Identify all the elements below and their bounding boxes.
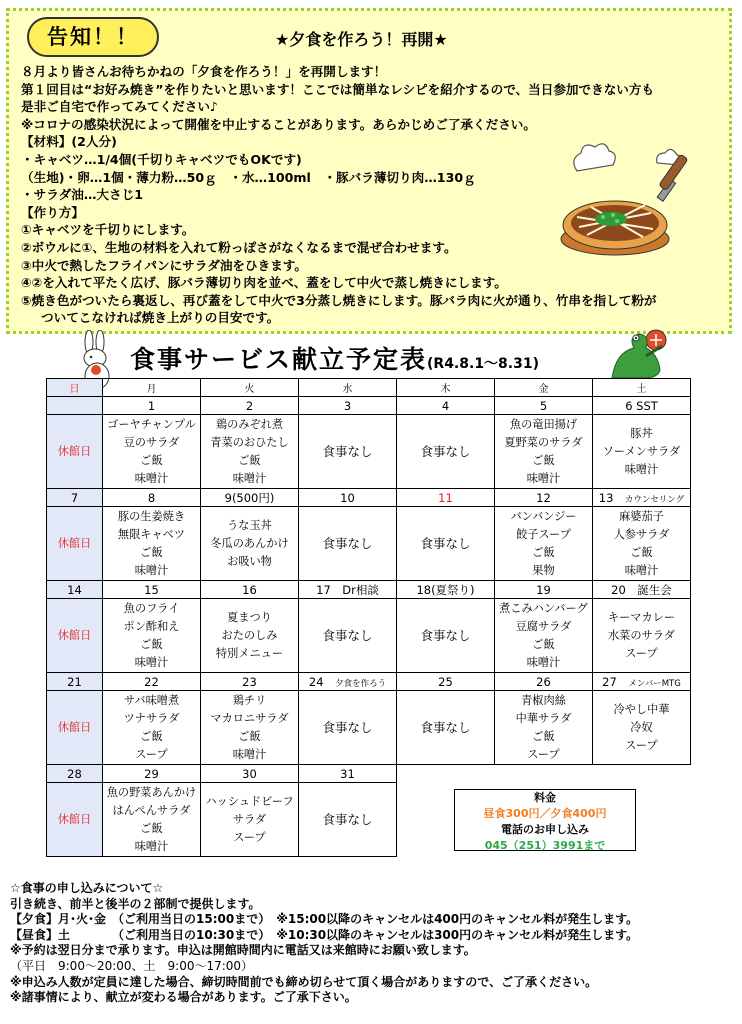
menu-cell	[593, 691, 691, 765]
menu-title	[130, 340, 539, 376]
menu-item: 食事なし	[420, 719, 471, 735]
date-label: 23	[242, 674, 257, 689]
date-cell	[47, 581, 103, 599]
footer-notes	[10, 881, 638, 1006]
menu-item: 魚の竜田揚げ	[509, 417, 578, 431]
date-cell	[201, 765, 299, 783]
weekday-header: 水	[299, 379, 397, 397]
menu-item: 味噌汁	[624, 563, 659, 577]
menu-item: 夏まつり	[227, 610, 272, 624]
menu-item: 青椒肉絲	[521, 693, 566, 707]
menu-item: ソーメンサラダ	[602, 444, 681, 458]
menu-item: 麻婆茄子	[619, 509, 664, 523]
weekday-header: 火	[201, 379, 299, 397]
menu-cell	[201, 599, 299, 673]
menu-item: 夏野菜のサラダ	[504, 435, 583, 449]
ingredient-line: （生地)・卵…1個・薄力粉…50ｇ ・水…100ml ・豚バラ薄切り肉…130ｇ	[21, 169, 476, 185]
menu-item: 豚丼	[630, 426, 653, 440]
menu-item: 餃子スープ	[516, 527, 571, 541]
date-cell	[495, 489, 593, 507]
date-cell	[593, 581, 691, 599]
menu-item: ツナサラダ	[123, 711, 180, 725]
menu-item: 無限キャベツ	[117, 527, 186, 541]
menu-cell	[593, 415, 691, 489]
menu-item: 食事なし	[322, 719, 373, 735]
menu-item: スープ	[135, 747, 168, 761]
menu-item: はんぺんサラダ	[112, 803, 191, 817]
menu-item: スープ	[625, 738, 658, 752]
date-label: 4	[441, 398, 450, 413]
closed-day-cell: 休館日	[47, 415, 103, 489]
footer-line: 【夕食】月･火･金 （ご利用当日の15:00まで） ※15:00以降のキャンセルは400円のキャンセル料が発生します。	[10, 912, 639, 927]
date-label: 15	[144, 582, 159, 597]
fee-price: 昼食300円／夕食400円	[483, 807, 607, 820]
menu-cell	[103, 783, 201, 857]
menu-item: ご飯	[238, 453, 261, 467]
menu-item: 食事なし	[322, 811, 373, 827]
menu-item: おたのしみ	[221, 628, 278, 642]
menu-item: 味噌汁	[134, 839, 169, 853]
date-cell	[201, 673, 299, 691]
closed-day-cell: 休館日	[47, 599, 103, 673]
menu-item: 食事なし	[322, 535, 373, 551]
menu-item: 味噌汁	[526, 471, 561, 485]
fee-title: 料金	[534, 791, 556, 804]
date-cell	[299, 673, 397, 691]
menu-item: 冷奴	[630, 720, 653, 734]
date-label: 6 SST	[625, 398, 658, 413]
date-cell	[103, 397, 201, 415]
announcement-line: ※コロナの感染状況によって開催を中止することがあります。あらかじめご了承ください。	[21, 116, 536, 132]
menu-item: お吸い物	[227, 554, 272, 568]
date-cell	[397, 673, 495, 691]
menu-item: 魚の野菜あんかけ	[106, 785, 197, 799]
menu-item: マカロニサラダ	[210, 711, 289, 725]
date-cell	[201, 397, 299, 415]
footer-line: 【昼食】土 （ご利用当日の10:30まで） ※10:30以降のキャンセルは300円のキャンセル料が発生します。	[10, 927, 639, 942]
menu-cell	[397, 507, 495, 581]
menu-cell	[103, 691, 201, 765]
footer-line: ※予約は翌日分まで承ります。申込は開館時間内に電話又は来館時にお願い致します。	[10, 943, 476, 958]
weekday-header: 土	[593, 379, 691, 397]
weekday-header: 月	[103, 379, 201, 397]
menu-title-text: 食事サービス献立予定表	[130, 345, 428, 374]
date-cell	[397, 489, 495, 507]
menu-item: ゴーヤチャンプル	[107, 417, 196, 431]
menu-item: うな玉丼	[227, 518, 272, 532]
menu-item: 豚の生姜焼き	[117, 509, 186, 523]
date-label: 11	[438, 490, 453, 505]
menu-item: 味噌汁	[232, 471, 267, 485]
menu-item: 味噌汁	[624, 462, 659, 476]
menu-item: 中華サラダ	[515, 711, 572, 725]
date-cell	[299, 581, 397, 599]
menu-item: スープ	[527, 747, 560, 761]
menu-cell	[103, 507, 201, 581]
weekday-header: 日	[47, 379, 103, 397]
date-cell	[103, 489, 201, 507]
date-label: 13 カウンセリング	[598, 490, 685, 505]
date-label: 17 Dr相談	[316, 582, 379, 597]
date-cell	[47, 489, 103, 507]
date-cell	[593, 673, 691, 691]
menu-item: キーマカレー	[607, 610, 676, 624]
date-cell	[593, 489, 691, 507]
menu-cell	[397, 599, 495, 673]
menu-item: ご飯	[140, 637, 163, 651]
step-line: ③中火で熱したフライパンにサラダ油をひきます。	[21, 257, 307, 273]
date-label: 21	[67, 674, 82, 689]
date-cell	[47, 765, 103, 783]
menu-item: 味噌汁	[134, 655, 169, 669]
menu-cell	[593, 599, 691, 673]
menu-item: 食事なし	[420, 535, 471, 551]
weekday-header-row	[47, 379, 691, 397]
menu-item: ハッシュドビーフ	[205, 794, 294, 808]
menu-cell	[397, 691, 495, 765]
date-label: 29	[144, 766, 159, 781]
date-row	[47, 397, 691, 415]
date-label: 22	[144, 674, 159, 689]
frog-illustration	[606, 326, 678, 382]
menu-item: サラダ	[232, 812, 267, 826]
menu-item: 食事なし	[322, 627, 373, 643]
closed-day-cell: 休館日	[47, 691, 103, 765]
menu-item: 食事なし	[322, 443, 373, 459]
menu-cell	[103, 599, 201, 673]
weekday-header: 金	[495, 379, 593, 397]
step-line: ②ボウルに①、生地の材料を入れて粉っぽさがなくなるまで混ぜ合わせます。	[21, 239, 457, 255]
step-line: ④②を入れて平たく広げ、豚バラ薄切り肉を並べ、蓋をして中火で蒸し焼きにします。	[21, 275, 507, 291]
menu-item: 魚のフライ	[123, 601, 180, 615]
announcement-line: ８月より皆さんお待ちかねの「夕食を作ろう！」を再開します！	[21, 64, 387, 79]
menu-item: 豆のサラダ	[123, 435, 180, 449]
date-label: 16	[242, 582, 257, 597]
menu-cell	[495, 415, 593, 489]
closed-day-cell: 休館日	[47, 507, 103, 581]
date-label: 24 夕食を作ろう	[308, 674, 387, 689]
date-row	[47, 489, 691, 507]
date-label: 5	[539, 398, 548, 413]
menu-item: 青菜のおひたし	[210, 435, 289, 449]
menu-item: 果物	[532, 563, 555, 577]
okonomiyaki-illustration	[557, 141, 707, 261]
date-label: 27 メンバーMTG	[602, 674, 681, 689]
date-cell	[495, 581, 593, 599]
menu-item: ご飯	[238, 729, 261, 743]
date-label: 31	[340, 766, 355, 781]
closed-day-cell: 休館日	[47, 783, 103, 857]
menu-item: ご飯	[532, 545, 555, 559]
menu-cell	[495, 599, 593, 673]
menu-row	[47, 507, 691, 581]
menu-item: 味噌汁	[134, 471, 169, 485]
menu-cell	[103, 415, 201, 489]
date-cell	[397, 765, 495, 783]
announcement-title: ★夕食を作ろう！再開★	[275, 30, 448, 49]
menu-item: 鶏のみぞれ煮	[215, 417, 284, 431]
menu-cell	[299, 507, 397, 581]
menu-item: 冬瓜のあんかけ	[210, 536, 289, 550]
date-cell	[299, 765, 397, 783]
date-label: 9(500円)	[224, 490, 275, 505]
date-label: 18(夏祭り)	[416, 582, 475, 597]
date-label: 20 誕生会	[611, 582, 672, 597]
footer-line: ※申込み人数が定員に達した場合、締切時間前でも締め切らせて頂く場合がありますので、ご了承ください。	[10, 974, 598, 989]
date-note: 夕食を作ろう	[335, 678, 387, 689]
date-label: 19	[536, 582, 551, 597]
date-label: 3	[343, 398, 352, 413]
date-label: 2	[245, 398, 254, 413]
menu-item: ご飯	[140, 453, 163, 467]
step-line: ⑤焼き色がついたら裏返し、再び蓋をして中火で3分蒸し焼きにします。豚バラ肉に火が通り、竹串を指して粉が	[21, 292, 657, 308]
menu-item: ご飯	[532, 637, 555, 651]
menu-item: ご飯	[532, 729, 555, 743]
menu-item: バンバンジー	[510, 509, 577, 523]
date-cell	[201, 489, 299, 507]
menu-cell	[201, 691, 299, 765]
date-cell	[593, 397, 691, 415]
menu-item: 水菜のサラダ	[607, 628, 675, 642]
date-cell	[201, 581, 299, 599]
menu-cell	[201, 783, 299, 857]
menu-cell	[397, 415, 495, 489]
menu-item: 食事なし	[420, 443, 471, 459]
menu-item: ご飯	[140, 821, 163, 835]
menu-cell	[299, 599, 397, 673]
menu-cell	[299, 691, 397, 765]
menu-item: 味噌汁	[134, 563, 169, 577]
date-cell	[495, 765, 593, 783]
fee-box	[454, 789, 636, 851]
date-cell	[495, 673, 593, 691]
date-label: 1	[147, 398, 156, 413]
menu-item: 味噌汁	[526, 655, 561, 669]
menu-calendar-body	[47, 397, 691, 857]
menu-item: スープ	[625, 646, 658, 660]
menu-cell	[299, 783, 397, 857]
menu-item: 煮こみハンバーグ	[499, 601, 588, 615]
date-cell	[103, 765, 201, 783]
date-label: 10	[340, 490, 355, 505]
menu-calendar	[46, 378, 691, 857]
menu-item: スープ	[233, 830, 266, 844]
menu-cell	[495, 691, 593, 765]
phone-label: 電話のお申し込み	[501, 823, 589, 836]
date-cell	[47, 397, 103, 415]
menu-cell	[299, 415, 397, 489]
date-cell	[593, 765, 691, 783]
date-cell	[103, 673, 201, 691]
steps-heading: 【作り方】	[21, 204, 84, 220]
date-cell	[299, 489, 397, 507]
menu-cell	[201, 415, 299, 489]
date-label: 28	[67, 766, 82, 781]
menu-item: 特別メニュー	[215, 646, 284, 660]
menu-item: 食事なし	[420, 627, 471, 643]
menu-cell	[495, 507, 593, 581]
menu-item: ご飯	[140, 729, 163, 743]
menu-row	[47, 691, 691, 765]
date-label: 30	[242, 766, 257, 781]
footer-line: 引き続き、前半と後半の２部制で提供します。	[10, 896, 261, 911]
date-cell	[299, 397, 397, 415]
menu-item: ご飯	[532, 453, 555, 467]
menu-item: ご飯	[630, 545, 653, 559]
footer-line: ※諸事情により、献立が変わる場合があります。ご了承下さい。	[10, 990, 357, 1005]
weekday-header: 木	[397, 379, 495, 397]
step-line: ①キャベツを千切りにします。	[21, 222, 195, 238]
date-note: カウンセリング	[624, 494, 685, 505]
menu-item: 味噌汁	[232, 747, 267, 761]
date-label: 12	[536, 490, 551, 505]
announcement-line: 是非ご自宅で作ってみてください♪	[21, 99, 218, 115]
menu-cell	[593, 507, 691, 581]
menu-row	[47, 599, 691, 673]
date-row	[47, 673, 691, 691]
date-note: メンバーMTG	[628, 678, 681, 689]
date-row	[47, 765, 691, 783]
menu-item: 鶏チリ	[232, 693, 267, 707]
date-cell	[47, 673, 103, 691]
footer-heading: ☆食事の申し込みについて☆	[10, 881, 164, 895]
menu-item: 冷やし中華	[613, 702, 670, 716]
footer-line: （平日 9:00～20:00、土 9:00～17:00）	[10, 958, 254, 973]
menu-row	[47, 415, 691, 489]
menu-item: サバ味噌煮	[123, 693, 180, 707]
menu-item: ご飯	[140, 545, 163, 559]
date-label: 26	[536, 674, 551, 689]
date-cell	[103, 581, 201, 599]
date-cell	[397, 397, 495, 415]
ingredients-heading: 【材料】(2人分)	[21, 134, 117, 150]
date-label: 7	[70, 490, 79, 505]
menu-date-range: (R4.8.1～8.31)	[427, 356, 539, 372]
date-row	[47, 581, 691, 599]
date-label: 8	[147, 490, 156, 505]
menu-item: ポン酢和え	[123, 619, 180, 633]
date-label: 25	[438, 674, 453, 689]
menu-item: 豆腐サラダ	[515, 619, 572, 633]
ingredient-line: ・キャベツ…1/4個(千切りキャベツでもOKです)	[21, 151, 302, 167]
menu-cell	[201, 507, 299, 581]
date-cell	[495, 397, 593, 415]
announcement-badge: 告知！！	[27, 17, 159, 57]
phone-number: 045（251）3991まで	[484, 839, 606, 852]
date-label: 14	[67, 582, 82, 597]
announcement-line: 第１回目は“お好み焼き”を作りたいと思います！ここでは簡単なレシピを紹介するので、当日参加できない方も	[21, 81, 655, 97]
ingredient-line: ・サラダ油…大さじ1	[21, 187, 143, 203]
date-cell	[397, 581, 495, 599]
step-line: ついてこなければ焼き上がりの目安です。	[41, 310, 280, 326]
menu-item: 人参サラダ	[613, 527, 670, 541]
announcement-box	[6, 8, 732, 334]
